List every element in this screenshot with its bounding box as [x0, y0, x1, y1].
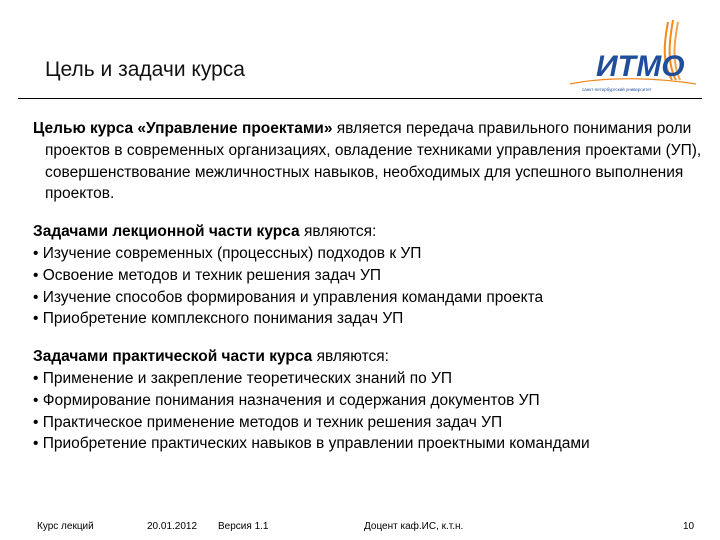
footer-version: Версия 1.1	[218, 521, 269, 532]
slide-title: Цель и задачи курса	[45, 58, 245, 81]
itmo-logo	[568, 18, 700, 96]
list-item: • Изучение современных (процессных) подходов к УП	[33, 244, 422, 262]
page-number: 10	[683, 521, 695, 532]
list-item: • Приобретение комплексного понимания задач УП	[33, 310, 404, 328]
logo-text: ИТМО	[596, 50, 685, 83]
list-item: • Практическое применение методов и техник решения задач УП	[33, 413, 503, 431]
practice-tasks	[33, 346, 713, 455]
footer-course: Курс лекций	[37, 521, 94, 532]
footer-author: Доцент каф.ИС, к.т.н.	[364, 521, 464, 532]
course-goal-text: является передача правильного понимания роли проектов в современных организациях, овладение техниками управления проектами (УП), совершенствование межличностных навыков, необходимых для успешного выполнения проектов.	[45, 120, 702, 203]
lecture-tasks	[33, 221, 713, 330]
list-item: • Применение и закрепление теоретических знаний по УП	[33, 369, 453, 387]
slide-body	[33, 118, 713, 455]
lecture-heading-bold: Задачами лекционной части курса	[33, 223, 300, 241]
list-item: • Изучение способов формирования и управления командами проекта	[33, 288, 544, 306]
title-divider	[18, 98, 702, 99]
lecture-heading-rest: являются:	[299, 223, 377, 241]
course-goal	[33, 118, 713, 205]
practice-heading-rest: являются:	[312, 348, 389, 366]
footer-date: 20.01.2012	[147, 521, 198, 532]
practice-heading	[33, 346, 713, 368]
practice-heading-bold: Задачами практической части курса	[33, 348, 313, 366]
course-goal-bold: Целью курса «Управление проектами»	[33, 120, 333, 137]
list-item: • Освоение методов и техник решения задач УП	[33, 266, 382, 284]
list-item: • Формирование понимания назначения и содержания документов УП	[33, 391, 540, 409]
lecture-heading	[33, 221, 713, 243]
slide-footer	[0, 521, 720, 535]
list-item: • Приобретение практических навыков в управлении проектными командами	[33, 435, 590, 453]
logo-subtext: санкт-петербургский университет	[582, 87, 652, 92]
